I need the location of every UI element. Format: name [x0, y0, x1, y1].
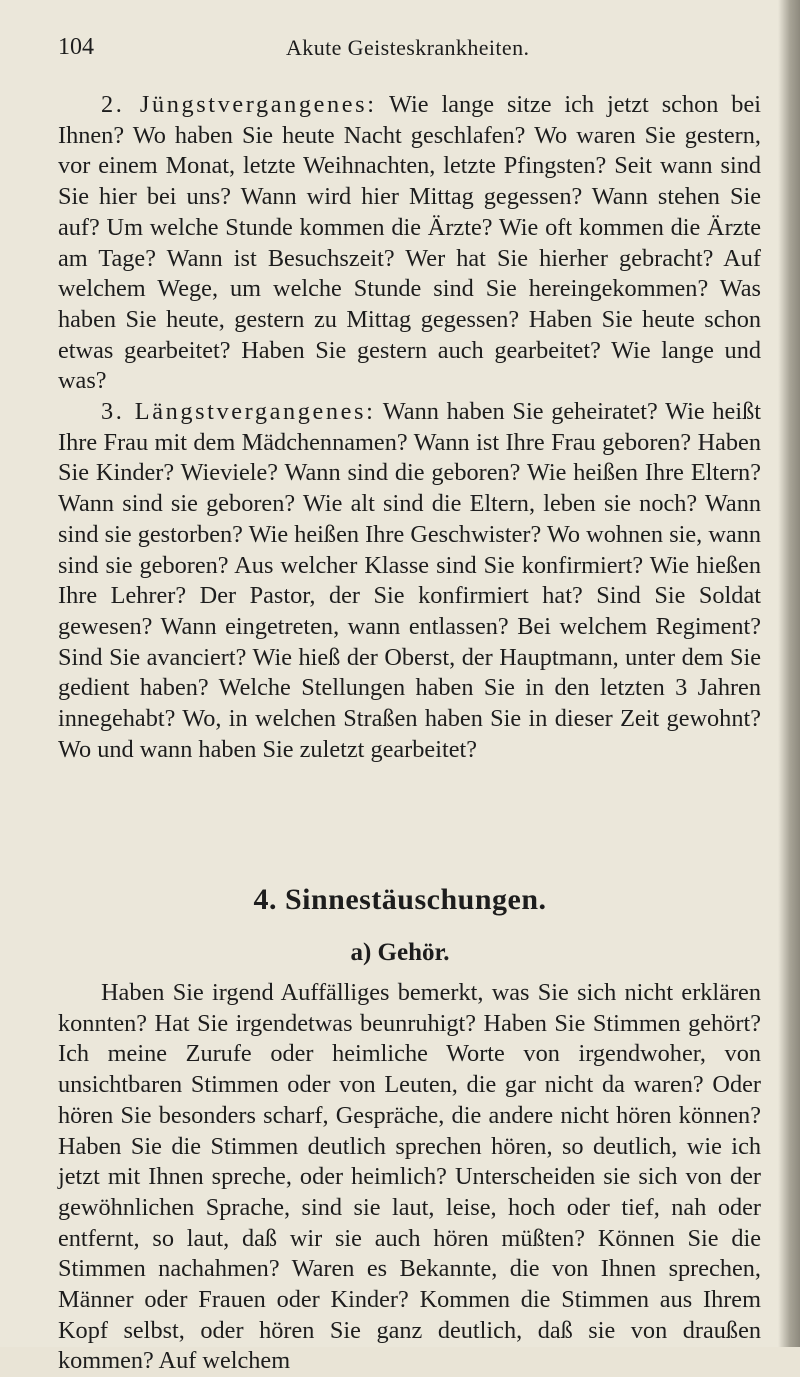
- section-heading: 4. Sinnestäuschungen.: [253, 883, 547, 916]
- paragraph-lead: 3. Längstvergangenes:: [101, 398, 376, 425]
- paragraph: Haben Sie irgend Auffälliges bemerkt, was Sie sich nicht erklären konnten? Hat Sie irgendetwas beunruhigt? Haben Sie Stimmen gehört? Ich meine Zurufe oder heimliche Worte von irgendwoher, von unsichtbaren Stimmen oder von Leuten, die gar nicht da waren? Oder hören Sie besonders scharf, Gespräche, die andere nicht hören können? Haben Sie die Stimmen deutlich sprechen hören, so deutlich, wie ich jetzt mit Ihnen spreche, oder heimlich? Unterscheiden sie sich von der gewöhnlichen Sprache, sind sie laut, leise, hoch oder tief, nah oder entfernt, so laut, daß wir sie auch hören müßten? Können Sie die Stimmen nachahmen? Waren es Bekannte, die von Ihnen sprechen, Männer oder Frauen oder Kinder? Kommen die Stimmen aus Ihrem Kopf selbst, oder hören Sie ganz deutlich, daß sie von draußen kommen? Auf welchem: [58, 979, 761, 1375]
- paragraph: [58, 90, 761, 397]
- running-title: Akute Geisteskrankheiten.: [286, 35, 530, 60]
- page-edge-shadow: [778, 0, 800, 1347]
- section-4-hearing: [58, 978, 761, 1377]
- paragraph-text: Wie lange sitze ich jetzt schon bei Ihnen? Wo haben Sie heute Nacht geschlafen? Wo waren Sie gestern, vor einem Monat, letzte Weihnachten, letzte Pfingsten? Seit wann sind Sie hier bei uns? Wann wird hier Mittag gegessen? Wann stehen Sie auf? Um welche Stunde kommen die Ärzte? Wie oft kommen die Ärzte am Tage? Wann ist Besuchszeit? Wer hat Sie hierher gebracht? Auf welchem Wege, um welche Stunde sind Sie hereingekommen? Was haben Sie heute, gestern zu Mittag gegessen? Haben Sie heute schon etwas gearbeitet? Haben Sie gestern auch gearbeitet? Wie lange und was?: [58, 91, 761, 395]
- page-header: [58, 34, 758, 64]
- subsection-heading: a) Gehör.: [350, 939, 450, 966]
- page-number: 104: [58, 34, 94, 60]
- paragraph-lead: 2. Jüngstvergangenes:: [101, 91, 377, 118]
- section-3-distant-past: [58, 397, 761, 765]
- paragraph: [58, 397, 761, 765]
- section-2-recent-past: [58, 90, 761, 397]
- paragraph-text: Wann haben Sie geheiratet? Wie heißt Ihre Frau mit dem Mädchennamen? Wann ist Ihre Frau geboren? Haben Sie Kinder? Wieviele? Wann sind die geboren? Wie heißen Ihre Eltern? Wann sind sie geboren? Wie alt sind die Eltern, leben sie noch? Wann sind sie gestorben? Wie heißen Ihre Geschwister? Wo wohnen sie, wann sind sie geboren? Aus welcher Klasse sind Sie konfirmiert? Wie hießen Ihre Lehrer? Der Pastor, der Sie konfirmiert hat? Sind Sie Soldat gewesen? Wann eingetreten, wann entlassen? Bei welchem Regiment? Sind Sie avanciert? Wie hieß der Oberst, der Hauptmann, unter dem Sie gedient haben? Welche Stellungen haben Sie in den letzten 3 Jahren innegehabt? Wo, in welchen Straßen haben Sie in dieser Zeit gewohnt? Wo und wann haben Sie zuletzt gearbeitet?: [58, 398, 761, 763]
